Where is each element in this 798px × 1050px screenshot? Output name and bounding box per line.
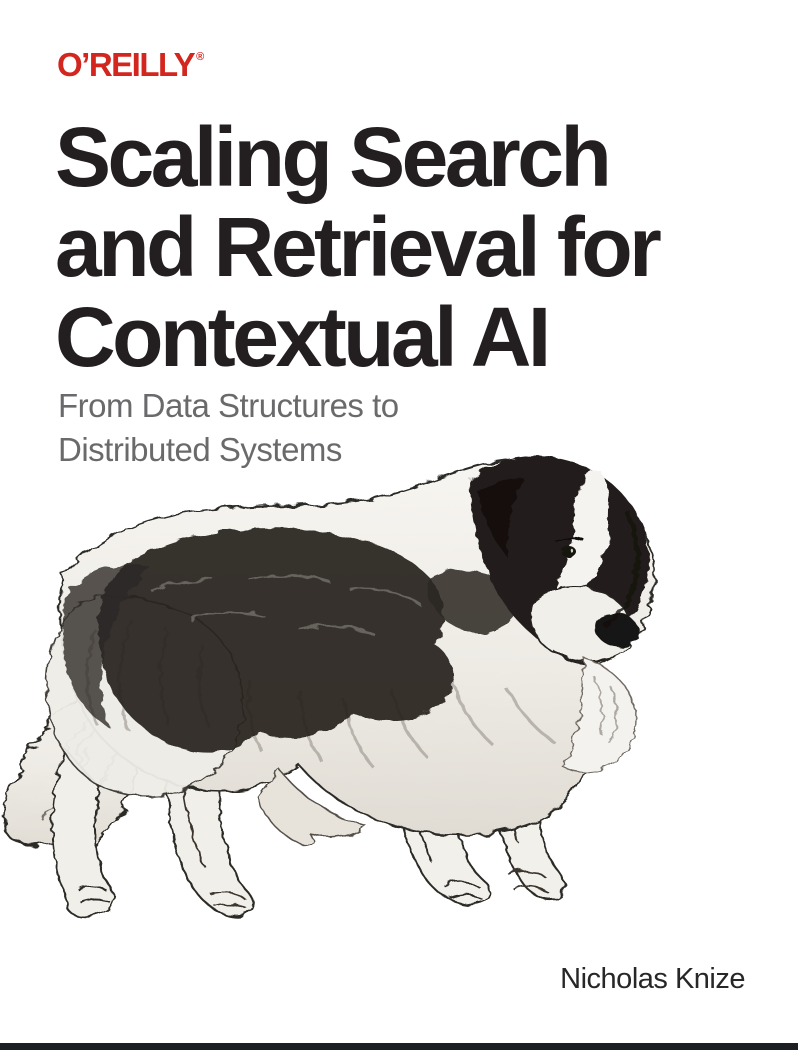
book-title-line: and Retrieval for <box>55 200 659 294</box>
book-title-line: Scaling Search <box>55 110 609 204</box>
dog-illustration <box>0 450 665 950</box>
book-subtitle-line: From Data Structures to <box>58 387 399 424</box>
oreilly-logo-text: O’REILLY <box>57 46 195 83</box>
oreilly-logo <box>57 46 205 84</box>
book-title-line: Contextual AI <box>55 290 548 384</box>
author-name: Nicholas Knize <box>560 963 745 995</box>
book-subtitle-line: Distributed Systems <box>58 431 342 468</box>
registered-trademark-icon: ® <box>196 51 205 63</box>
book-title <box>55 112 775 382</box>
footer-accent-bar <box>0 1043 798 1050</box>
